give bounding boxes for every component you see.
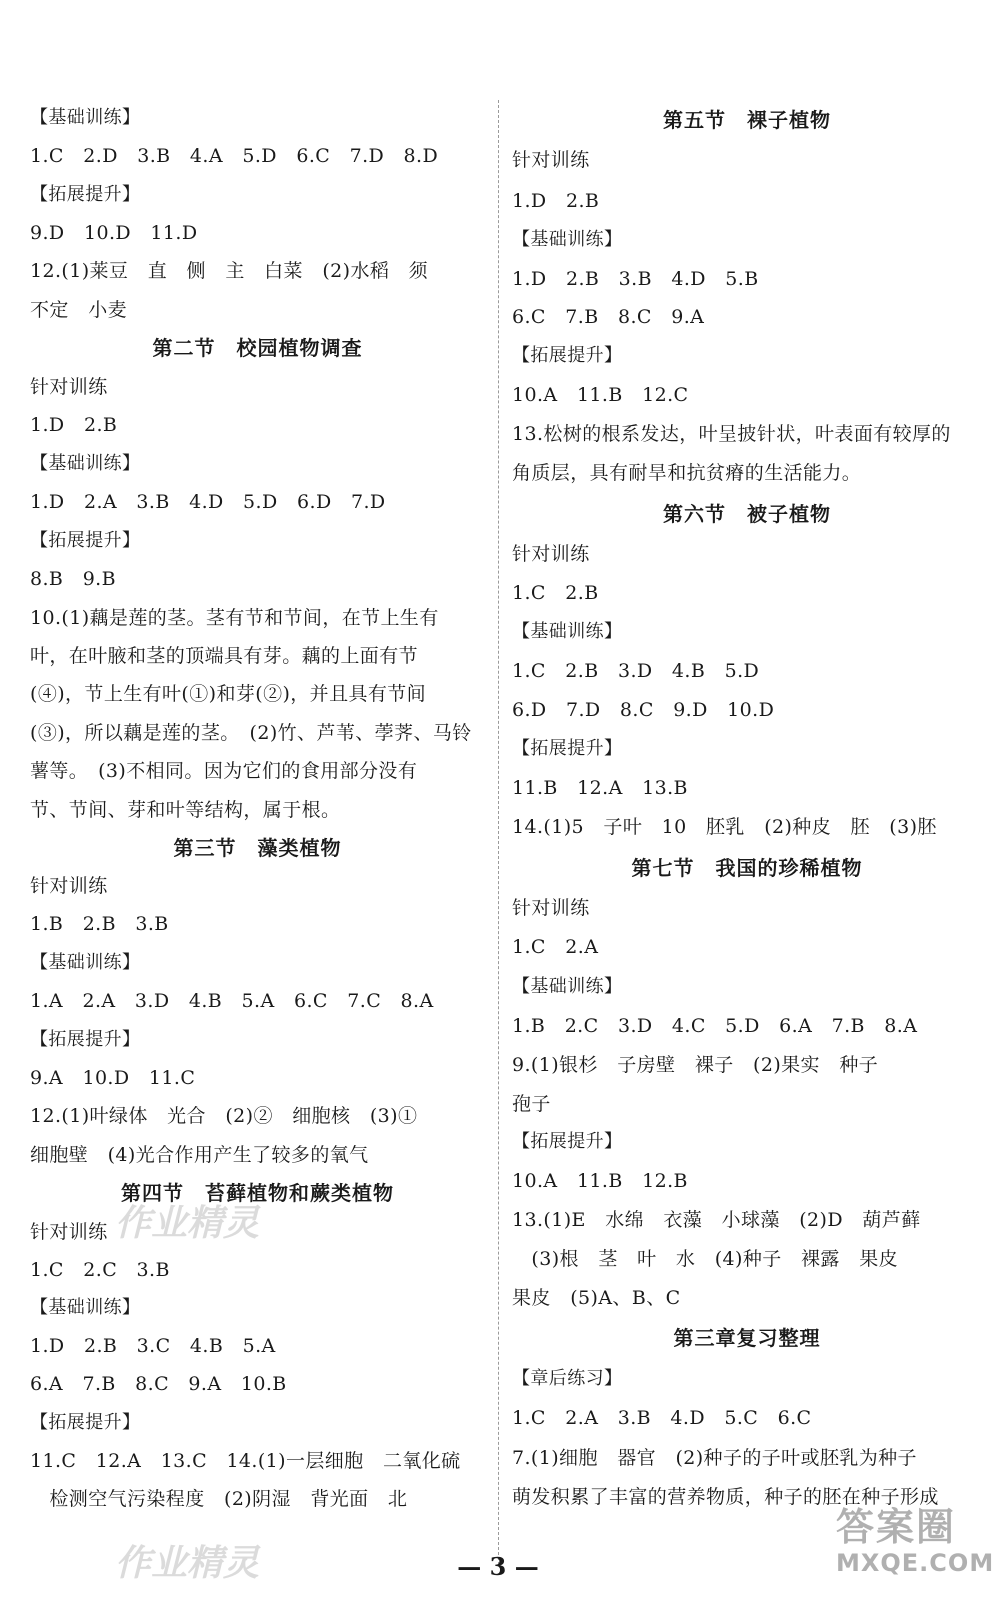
section-title: 第五节 裸子植物 (663, 108, 831, 132)
answer-line: 9.A 10.D 11.C (30, 1067, 196, 1089)
answer-line: 1.C 2.A 3.B 4.D 5.C 6.C (512, 1407, 812, 1429)
answer-line: 13.松树的根系发达，叶呈披针状，叶表面有较厚的 (512, 423, 951, 445)
subsection-heading: 【拓展提升】 (30, 1412, 141, 1433)
answer-line: 14.(1)5 子叶 10 胚乳 (2)种皮 胚 (3)胚 (512, 816, 937, 838)
answer-line: 不定 小麦 (30, 299, 128, 321)
subsection-heading: 【拓展提升】 (30, 530, 141, 551)
subsection-heading: 【基础训练】 (30, 107, 141, 128)
answer-line: 孢子 (512, 1093, 551, 1115)
answer-line: 薯等。 (3)不相同。因为它们的食用部分没有 (30, 760, 418, 782)
answer-line: 1.C 2.A (512, 936, 599, 958)
answer-line: 检测空气污染程度 (2)阴湿 背光面 北 (30, 1488, 408, 1510)
answer-line: (3)根 茎 叶 水 (4)种子 裸露 果皮 (512, 1248, 899, 1270)
subsection-heading: 【拓展提升】 (512, 1131, 623, 1152)
answer-line: 1.B 2.C 3.D 4.C 5.D 6.A 7.B 8.A (512, 1015, 918, 1037)
page-number: — 3 — (457, 1552, 539, 1581)
answer-line: 角质层，具有耐旱和抗贫瘠的生活能力。 (512, 462, 862, 484)
answer-line: 10.(1)藕是莲的茎。茎有节和节间，在节上生有 (30, 607, 439, 629)
watermark-text: 作业精灵 (115, 1202, 260, 1244)
answer-line: 细胞壁 (4)光合作用产生了较多的氧气 (30, 1144, 369, 1166)
subsection-heading: 【章后练习】 (512, 1368, 623, 1389)
subsection-heading: 【拓展提升】 (30, 184, 141, 205)
answer-line: 9.D 10.D 11.D (30, 222, 198, 244)
answer-line: 6.C 7.B 8.C 9.A (512, 306, 705, 328)
answer-line: 1.D 2.A 3.B 4.D 5.D 6.D 7.D (30, 491, 386, 513)
answer-line: 节、节间、芽和叶等结构，属于根。 (30, 799, 341, 821)
answer-line: 果皮 (5)A、B、C (512, 1287, 681, 1309)
answer-line: 针对训练 (30, 875, 108, 897)
subsection-heading: 【基础训练】 (30, 1297, 141, 1318)
answer-line: 6.A 7.B 8.C 9.A 10.B (30, 1373, 287, 1395)
answer-line: 11.C 12.A 13.C 14.(1)一层细胞 二氧化硫 (30, 1450, 461, 1472)
subsection-heading: 【拓展提升】 (512, 738, 623, 759)
answer-line: 1.A 2.A 3.D 4.B 5.A 6.C 7.C 8.A (30, 990, 434, 1012)
answer-line: 1.D 2.B 3.C 4.B 5.A (30, 1335, 276, 1357)
answer-line: 13.(1)E 水绵 衣藻 小球藻 (2)D 葫芦藓 (512, 1209, 921, 1231)
answer-line: 1.D 2.B (30, 414, 118, 436)
answer-line: 1.C 2.B 3.D 4.B 5.D (512, 660, 760, 682)
answer-line: 6.D 7.D 8.C 9.D 10.D (512, 699, 775, 721)
answer-line: 针对训练 (30, 376, 108, 398)
answer-line: 1.D 2.B 3.B 4.D 5.B (512, 268, 759, 290)
logo-mark: 答案圈 (836, 1504, 957, 1549)
answer-line: 针对训练 (512, 897, 590, 919)
answer-line: 针对训练 (512, 149, 590, 171)
answer-line: 12.(1)叶绿体 光合 (2)② 细胞核 (3)① (30, 1105, 418, 1127)
subsection-heading: 【基础训练】 (512, 621, 623, 642)
column-divider (498, 100, 499, 1565)
answer-line: 1.C 2.B (512, 582, 599, 604)
watermark-text: 作业精灵 (115, 1542, 260, 1584)
answer-line: 8.B 9.B (30, 568, 116, 590)
answer-line: 7.(1)细胞 器官 (2)种子的子叶或胚乳为种子 (512, 1447, 917, 1469)
answer-line: 1.B 2.B 3.B (30, 913, 169, 935)
answer-line: 针对训练 (512, 543, 590, 565)
subsection-heading: 【基础训练】 (30, 453, 141, 474)
answer-line: 萌发积累了丰富的营养物质，种子的胚在种子形成 (512, 1486, 939, 1508)
answer-line: 叶，在叶腋和茎的顶端具有芽。藕的上面有节 (30, 645, 419, 667)
answer-line: 1.C 2.D 3.B 4.A 5.D 6.C 7.D 8.D (30, 145, 439, 167)
answer-line: 10.A 11.B 12.C (512, 384, 689, 406)
answer-line: 9.(1)银杉 子房壁 裸子 (2)果实 种子 (512, 1054, 879, 1076)
section-title: 第七节 我国的珍稀植物 (631, 856, 863, 880)
answer-line: 10.A 11.B 12.B (512, 1170, 688, 1192)
answer-line: 12.(1)莱豆 直 侧 主 白菜 (2)水稻 须 (30, 260, 429, 282)
answer-line: 1.D 2.B (512, 190, 600, 212)
section-title: 第六节 被子植物 (663, 502, 831, 526)
section-title: 第三章复习整理 (673, 1326, 821, 1350)
subsection-heading: 【基础训练】 (30, 952, 141, 973)
logo-url: MXQE.COM (836, 1549, 995, 1577)
section-title: 第四节 苔藓植物和蕨类植物 (121, 1181, 394, 1205)
subsection-heading: 【基础训练】 (512, 229, 623, 250)
section-title: 第二节 校园植物调查 (152, 336, 363, 360)
answer-line: 11.B 12.A 13.B (512, 777, 688, 799)
subsection-heading: 【基础训练】 (512, 976, 623, 997)
subsection-heading: 【拓展提升】 (512, 345, 623, 366)
answer-line: (④)，节上生有叶(①)和芽(②)，并且具有节间 (30, 683, 427, 705)
subsection-heading: 【拓展提升】 (30, 1029, 141, 1050)
answer-line: (③)，所以藕是莲的茎。 (2)竹、芦苇、荸荠、马铃 (30, 722, 472, 744)
answer-line: 1.C 2.C 3.B (30, 1259, 170, 1281)
answer-line: 针对训练 (30, 1221, 108, 1243)
section-title: 第三节 藻类植物 (173, 836, 342, 860)
site-logo (836, 1504, 995, 1595)
